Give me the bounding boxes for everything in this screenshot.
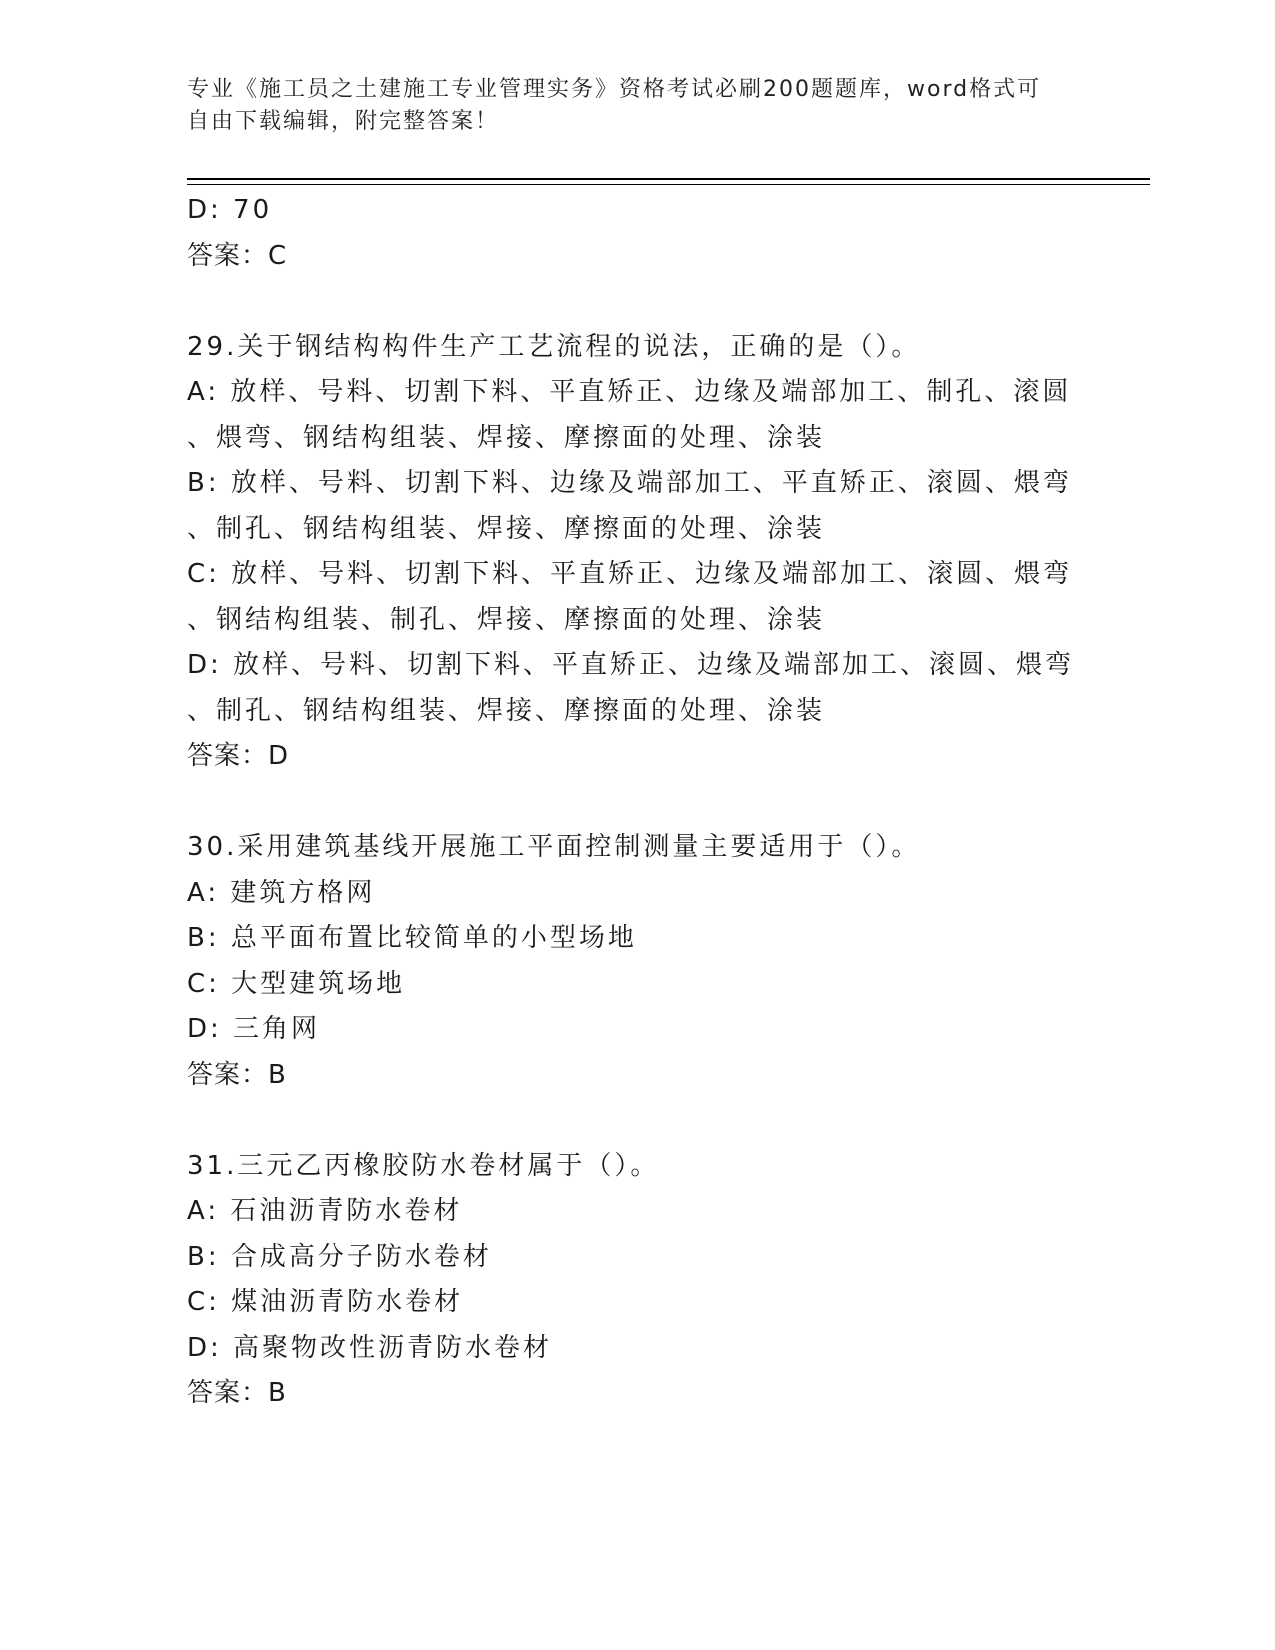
- header-rule-thin: [187, 184, 1150, 185]
- option-b: B: 放样、号料、切割下料、边缘及端部加工、平直矫正、滚圆、煨弯: [187, 468, 1072, 498]
- option-b-continued: 、制孔、钢结构组装、焊接、摩擦面的处理、涂装: [187, 513, 826, 544]
- option-c-continued: 、钢结构组装、制孔、焊接、摩擦面的处理、涂装: [187, 604, 826, 635]
- header-line-1: 专业《施工员之土建施工专业管理实务》资格考试必刷200题题库，word格式可: [187, 77, 1042, 102]
- option-d: D: 高聚物改性沥青防水卷材: [187, 1332, 553, 1363]
- answer: 答案：B: [187, 1059, 287, 1090]
- document-header: [187, 74, 1087, 138]
- spacer: [187, 1098, 1167, 1144]
- option-d: D: 三角网: [187, 1014, 321, 1044]
- option-d: D: 70: [187, 195, 273, 225]
- option-c: C: 大型建筑场地: [187, 968, 406, 999]
- answer: 答案：B: [187, 1378, 287, 1408]
- spacer: [187, 279, 1167, 325]
- option-c: C: 放样、号料、切割下料、平直矫正、边缘及端部加工、滚圆、煨弯: [187, 559, 1073, 589]
- question-31: [187, 1144, 1167, 1417]
- option-b: B: 合成高分子防水卷材: [187, 1241, 492, 1272]
- previous-question-tail: [187, 188, 1167, 279]
- header-line-2: 自由下载编辑，附完整答案！: [187, 109, 500, 134]
- option-d: D: 放样、号料、切割下料、平直矫正、边缘及端部加工、滚圆、煨弯: [187, 650, 1075, 680]
- question-29: [187, 325, 1167, 780]
- option-b: B: 总平面布置比较简单的小型场地: [187, 923, 637, 953]
- header-rule-thick: [187, 178, 1150, 180]
- option-c: C: 煤油沥青防水卷材: [187, 1287, 464, 1317]
- option-a: A: 建筑方格网: [187, 877, 376, 908]
- answer: 答案：C: [187, 240, 288, 271]
- question-stem: 31.三元乙丙橡胶防水卷材属于（）。: [187, 1150, 660, 1181]
- option-a-continued: 、煨弯、钢结构组装、焊接、摩擦面的处理、涂装: [187, 422, 826, 453]
- option-a: A: 放样、号料、切割下料、平直矫正、边缘及端部加工、制孔、滚圆: [187, 377, 1072, 407]
- option-a: A: 石油沥青防水卷材: [187, 1196, 463, 1226]
- question-30: [187, 825, 1167, 1098]
- document-body: [187, 188, 1167, 1417]
- option-d-continued: 、制孔、钢结构组装、焊接、摩擦面的处理、涂装: [187, 695, 826, 726]
- spacer: [187, 780, 1167, 826]
- question-stem: 30.采用建筑基线开展施工平面控制测量主要适用于（）。: [187, 832, 921, 862]
- question-stem: 29.关于钢结构构件生产工艺流程的说法，正确的是（）。: [187, 331, 921, 362]
- answer: 答案：D: [187, 741, 290, 771]
